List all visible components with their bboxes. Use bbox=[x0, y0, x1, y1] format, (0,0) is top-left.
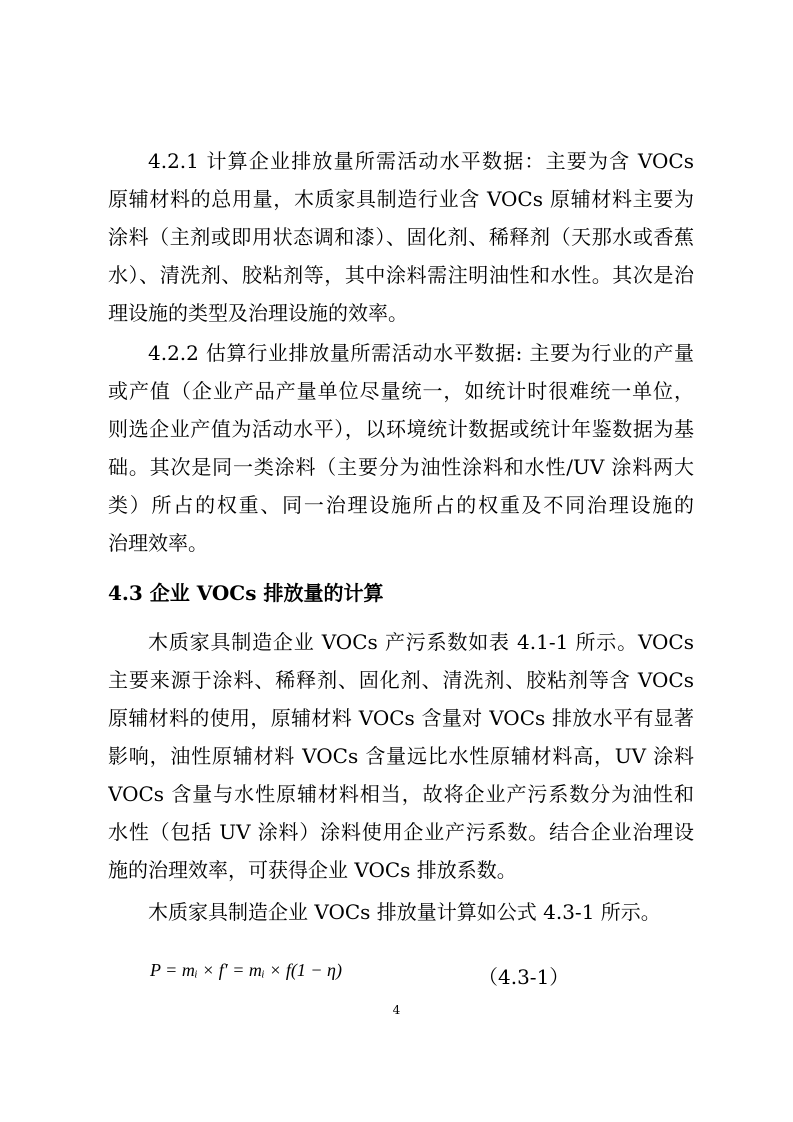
paragraph-line: 影响，油性原辅材料 VOCs 含量远比水性原辅材料高，UV 涂料 bbox=[108, 744, 694, 768]
paragraph-line: 原辅材料的使用，原辅材料 VOCs 含量对 VOCs 排放水平有显著 bbox=[108, 706, 694, 730]
paragraph-line: 水性（包括 UV 涂料）涂料使用企业产污系数。结合企业治理设 bbox=[108, 820, 694, 844]
paragraph-line: 涂料（主剂或即用状态调和漆）、固化剂、稀释剂（天那水或香蕉 bbox=[108, 225, 694, 249]
paragraph-line: 则选企业产值为活动水平），以环境统计数据或统计年鉴数据为基 bbox=[108, 417, 694, 441]
page-number: 4 bbox=[392, 1003, 401, 1017]
paragraph-line: VOCs 含量与水性原辅材料相当，故将企业产污系数分为油性和 bbox=[108, 782, 694, 806]
paragraph-line: 础。其次是同一类涂料（主要分为油性涂料和水性/UV 涂料两大 bbox=[108, 455, 694, 479]
section-heading: 4.3 企业 VOCs 排放量的计算 bbox=[108, 581, 384, 605]
paragraph-line: 理设施的类型及治理设施的效率。 bbox=[108, 301, 408, 325]
paragraph-line: 或产值（企业产品产量单位尽量统一，如统计时很难统一单位， bbox=[108, 379, 694, 403]
paragraph-line: 水）、清洗剂、胶粘剂等，其中涂料需注明油性和水性。其次是治 bbox=[108, 263, 694, 287]
paragraph-line: 4.2.1 计算企业排放量所需活动水平数据：主要为含 VOCs bbox=[148, 149, 694, 173]
paragraph-line: 治理效率。 bbox=[108, 531, 208, 555]
paragraph-line: 4.2.2 估算行业排放量所需活动水平数据: 主要为行业的产量 bbox=[148, 341, 694, 365]
paragraph-line: 木质家具制造企业 VOCs 排放量计算如公式 4.3-1 所示。 bbox=[148, 900, 661, 924]
formula-number: （4.3-1） bbox=[478, 965, 570, 989]
formula-expression: P = mᵢ × f′ = mᵢ × f(1 − η) bbox=[150, 960, 342, 980]
paragraph-line: 主要来源于涂料、稀释剂、固化剂、清洗剂、胶粘剂等含 VOCs bbox=[108, 668, 694, 692]
paragraph-line: 施的治理效率，可获得企业 VOCs 排放系数。 bbox=[108, 858, 517, 882]
paragraph-line: 木质家具制造企业 VOCs 产污系数如表 4.1-1 所示。VOCs bbox=[148, 630, 694, 654]
paragraph-line: 类）所占的权重、同一治理设施所占的权重及不同治理设施的 bbox=[108, 493, 694, 517]
paragraph-line: 原辅材料的总用量，木质家具制造行业含 VOCs 原辅材料主要为 bbox=[108, 187, 694, 211]
